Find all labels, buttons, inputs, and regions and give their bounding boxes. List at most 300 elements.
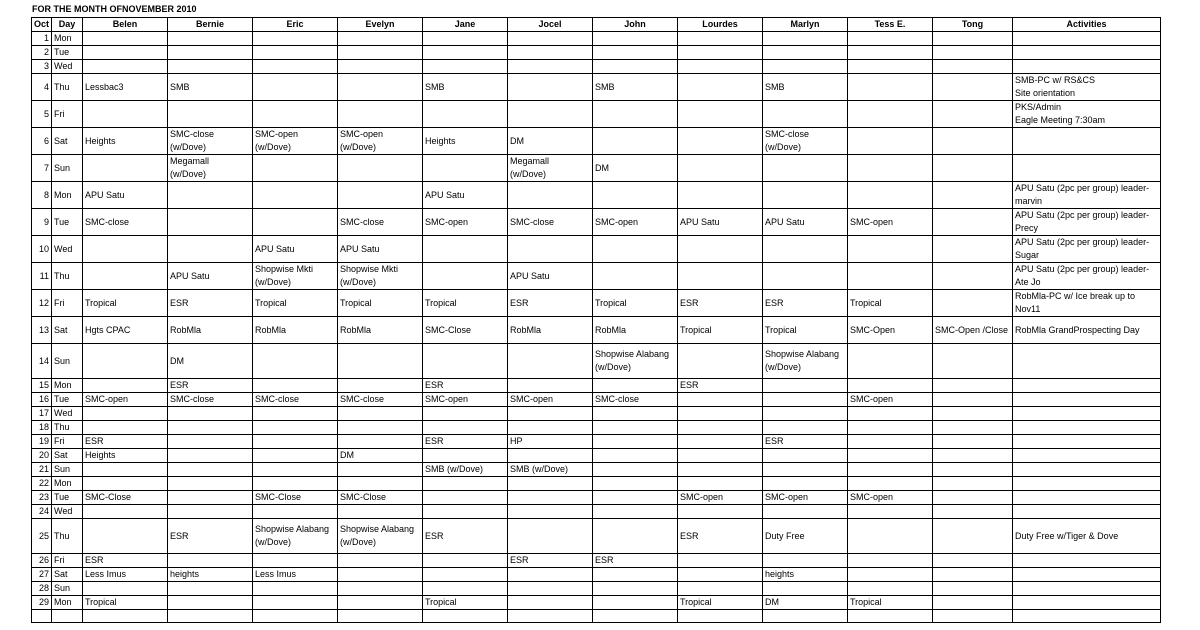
schedule-cell: APU Satu: [678, 209, 763, 236]
schedule-cell: SMC-close: [508, 209, 593, 236]
schedule-cell: [933, 568, 1013, 582]
date-cell: 9: [32, 209, 52, 236]
day-cell: Mon: [52, 477, 83, 491]
schedule-cell: [338, 182, 423, 209]
table-row: [32, 74, 1161, 101]
schedule-cell: [168, 610, 253, 623]
column-header: Evelyn: [338, 18, 423, 32]
day-cell: Tue: [52, 393, 83, 407]
schedule-cell: [168, 60, 253, 74]
date-cell: 15: [32, 379, 52, 393]
schedule-cell: [933, 421, 1013, 435]
schedule-cell: SMC-open: [848, 209, 933, 236]
date-cell: 13: [32, 317, 52, 344]
table-row: [32, 568, 1161, 582]
schedule-cell: [848, 554, 933, 568]
table-row: [32, 101, 1161, 128]
schedule-cell: SMC-Close: [423, 317, 508, 344]
activity-cell: [1013, 155, 1161, 182]
schedule-cell: APU Satu: [338, 236, 423, 263]
schedule-cell: SMB: [423, 74, 508, 101]
schedule-cell: [593, 182, 678, 209]
schedule-cell: [338, 505, 423, 519]
schedule-cell: [933, 449, 1013, 463]
schedule-cell: [763, 182, 848, 209]
schedule-cell: SMB: [168, 74, 253, 101]
schedule-cell: [593, 421, 678, 435]
schedule-cell: [338, 344, 423, 379]
schedule-cell: HP: [508, 435, 593, 449]
schedule-cell: [763, 236, 848, 263]
schedule-cell: [593, 596, 678, 610]
schedule-cell: heights: [763, 568, 848, 582]
activity-cell: [1013, 421, 1161, 435]
schedule-cell: [508, 182, 593, 209]
schedule-cell: ESR: [83, 554, 168, 568]
schedule-cell: SMC-close: [338, 209, 423, 236]
schedule-cell: APU Satu: [423, 182, 508, 209]
schedule-cell: [933, 101, 1013, 128]
schedule-cell: [508, 101, 593, 128]
schedule-cell: [848, 568, 933, 582]
schedule-cell: [678, 182, 763, 209]
date-cell: 19: [32, 435, 52, 449]
schedule-cell: [508, 407, 593, 421]
schedule-cell: ESR: [168, 290, 253, 317]
column-header: Oct: [32, 18, 52, 32]
schedule-cell: ESR: [508, 554, 593, 568]
schedule-cell: ESR: [763, 290, 848, 317]
schedule-cell: [508, 596, 593, 610]
schedule-cell: [933, 236, 1013, 263]
table-row: [32, 236, 1161, 263]
schedule-cell: [678, 236, 763, 263]
column-header: Tess E.: [848, 18, 933, 32]
schedule-cell: [763, 263, 848, 290]
schedule-cell: Tropical: [763, 317, 848, 344]
schedule-cell: [933, 74, 1013, 101]
schedule-cell: [678, 568, 763, 582]
schedule-cell: [338, 582, 423, 596]
day-cell: Wed: [52, 60, 83, 74]
schedule-cell: APU Satu: [508, 263, 593, 290]
schedule-cell: [593, 60, 678, 74]
schedule-cell: [933, 60, 1013, 74]
schedule-cell: [678, 128, 763, 155]
schedule-cell: [848, 407, 933, 421]
schedule-cell: [848, 155, 933, 182]
schedule-cell: [848, 60, 933, 74]
schedule-cell: [933, 505, 1013, 519]
schedule-cell: [253, 379, 338, 393]
schedule-cell: [678, 554, 763, 568]
schedule-cell: APU Satu: [83, 182, 168, 209]
table-row: [32, 505, 1161, 519]
schedule-cell: [253, 46, 338, 60]
schedule-cell: Tropical: [423, 596, 508, 610]
schedule-cell: [508, 519, 593, 554]
schedule-cell: [83, 582, 168, 596]
schedule-cell: [933, 519, 1013, 554]
schedule-cell: [678, 60, 763, 74]
schedule-cell: [338, 554, 423, 568]
schedule-cell: [593, 128, 678, 155]
table-row: [32, 393, 1161, 407]
schedule-cell: ESR: [678, 519, 763, 554]
schedule-cell: [508, 74, 593, 101]
schedule-cell: [763, 46, 848, 60]
schedule-cell: [423, 60, 508, 74]
header-row: [32, 18, 1161, 32]
schedule-cell: [848, 421, 933, 435]
schedule-cell: [933, 209, 1013, 236]
schedule-cell: Duty Free: [763, 519, 848, 554]
schedule-cell: SMC-close: [253, 393, 338, 407]
schedule-cell: [848, 74, 933, 101]
schedule-cell: [168, 435, 253, 449]
schedule-cell: [678, 46, 763, 60]
table-body: [32, 32, 1161, 623]
schedule-cell: SMC-open: [848, 491, 933, 505]
activity-cell: [1013, 568, 1161, 582]
schedule-cell: [848, 610, 933, 623]
schedule-cell: [933, 582, 1013, 596]
schedule-cell: [338, 155, 423, 182]
date-cell: 26: [32, 554, 52, 568]
table-row: [32, 290, 1161, 317]
schedule-cell: SMC-close: [593, 393, 678, 407]
schedule-cell: [763, 32, 848, 46]
schedule-cell: DM: [168, 344, 253, 379]
schedule-cell: [933, 32, 1013, 46]
date-cell: 5: [32, 101, 52, 128]
schedule-cell: [168, 209, 253, 236]
schedule-cell: [933, 596, 1013, 610]
column-header: Marlyn: [763, 18, 848, 32]
date-cell: 4: [32, 74, 52, 101]
schedule-cell: [168, 236, 253, 263]
schedule-cell: [763, 101, 848, 128]
schedule-cell: [593, 32, 678, 46]
schedule-cell: [253, 554, 338, 568]
table-row: [32, 610, 1161, 623]
schedule-cell: Heights: [83, 449, 168, 463]
schedule-cell: [593, 46, 678, 60]
schedule-cell: [83, 60, 168, 74]
schedule-cell: [678, 344, 763, 379]
schedule-cell: [848, 46, 933, 60]
date-cell: 18: [32, 421, 52, 435]
schedule-cell: [933, 477, 1013, 491]
schedule-cell: [168, 582, 253, 596]
schedule-cell: [593, 582, 678, 596]
schedule-cell: SMC-open: [848, 393, 933, 407]
schedule-cell: [848, 435, 933, 449]
schedule-cell: [678, 407, 763, 421]
day-cell: Thu: [52, 421, 83, 435]
schedule-cell: SMC-open: [423, 393, 508, 407]
schedule-cell: [508, 568, 593, 582]
schedule-cell: [253, 74, 338, 101]
table-row: [32, 379, 1161, 393]
day-cell: Sat: [52, 128, 83, 155]
day-cell: Sun: [52, 463, 83, 477]
schedule-cell: [83, 344, 168, 379]
table-row: [32, 60, 1161, 74]
date-cell: 25: [32, 519, 52, 554]
table-row: [32, 421, 1161, 435]
schedule-cell: SMC-Open /Close: [933, 317, 1013, 344]
schedule-cell: [338, 60, 423, 74]
schedule-cell: [168, 463, 253, 477]
schedule-cell: [423, 344, 508, 379]
schedule-cell: [83, 421, 168, 435]
schedule-cell: [253, 610, 338, 623]
schedule-cell: Lessbac3: [83, 74, 168, 101]
schedule-cell: Tropical: [678, 317, 763, 344]
schedule-cell: [508, 477, 593, 491]
schedule-cell: [933, 463, 1013, 477]
schedule-cell: [763, 407, 848, 421]
column-header: Lourdes: [678, 18, 763, 32]
schedule-cell: [83, 32, 168, 46]
date-cell: 3: [32, 60, 52, 74]
schedule-cell: [83, 477, 168, 491]
column-header: John: [593, 18, 678, 32]
schedule-cell: [168, 477, 253, 491]
schedule-cell: Shopwise Alabang (w/Dove): [593, 344, 678, 379]
activity-cell: [1013, 32, 1161, 46]
schedule-cell: [508, 505, 593, 519]
schedule-cell: ESR: [593, 554, 678, 568]
schedule-cell: [848, 182, 933, 209]
schedule-cell: [848, 344, 933, 379]
column-header: Jocel: [508, 18, 593, 32]
schedule-cell: [508, 421, 593, 435]
schedule-cell: [423, 610, 508, 623]
activity-cell: APU Satu (2pc per group) leader- Sugar: [1013, 236, 1161, 263]
schedule-cell: SMB (w/Dove): [423, 463, 508, 477]
schedule-cell: APU Satu: [763, 209, 848, 236]
schedule-cell: [593, 568, 678, 582]
day-cell: Wed: [52, 407, 83, 421]
activity-cell: [1013, 554, 1161, 568]
schedule-cell: [593, 505, 678, 519]
date-cell: 8: [32, 182, 52, 209]
date-cell: 1: [32, 32, 52, 46]
day-cell: Tue: [52, 46, 83, 60]
schedule-cell: [423, 554, 508, 568]
activity-cell: [1013, 582, 1161, 596]
schedule-cell: RobMla: [253, 317, 338, 344]
table-row: [32, 596, 1161, 610]
schedule-cell: SMC-Close: [253, 491, 338, 505]
schedule-cell: [763, 610, 848, 623]
table-row: [32, 582, 1161, 596]
schedule-cell: [423, 421, 508, 435]
date-cell: [32, 610, 52, 623]
date-cell: 10: [32, 236, 52, 263]
schedule-cell: [848, 128, 933, 155]
activity-cell: [1013, 407, 1161, 421]
schedule-cell: [933, 344, 1013, 379]
schedule-cell: [508, 32, 593, 46]
schedule-cell: SMC-close: [168, 393, 253, 407]
schedule-cell: SMC-open: [83, 393, 168, 407]
schedule-cell: Shopwise Mkti (w/Dove): [338, 263, 423, 290]
schedule-cell: Tropical: [678, 596, 763, 610]
schedule-cell: APU Satu: [168, 263, 253, 290]
schedule-cell: [678, 477, 763, 491]
schedule-cell: SMC-open: [763, 491, 848, 505]
date-cell: 7: [32, 155, 52, 182]
day-cell: Fri: [52, 435, 83, 449]
schedule-cell: [678, 155, 763, 182]
schedule-cell: ESR: [423, 435, 508, 449]
schedule-cell: RobMla: [168, 317, 253, 344]
schedule-cell: SMC-open: [423, 209, 508, 236]
schedule-cell: [168, 32, 253, 46]
schedule-cell: Tropical: [83, 290, 168, 317]
schedule-cell: [848, 101, 933, 128]
schedule-cell: [83, 519, 168, 554]
schedule-cell: [933, 610, 1013, 623]
day-cell: [52, 610, 83, 623]
schedule-cell: [763, 421, 848, 435]
table-row: [32, 449, 1161, 463]
schedule-cell: [83, 46, 168, 60]
schedule-cell: SMC-open: [678, 491, 763, 505]
schedule-cell: [253, 32, 338, 46]
column-header: Bernie: [168, 18, 253, 32]
schedule-cell: [168, 596, 253, 610]
schedule-cell: [933, 435, 1013, 449]
table-row: [32, 46, 1161, 60]
schedule-cell: [763, 60, 848, 74]
schedule-cell: [83, 379, 168, 393]
schedule-cell: [338, 101, 423, 128]
schedule-cell: [423, 582, 508, 596]
schedule-cell: Shopwise Alabang (w/Dove): [763, 344, 848, 379]
schedule-cell: [338, 379, 423, 393]
schedule-cell: [83, 155, 168, 182]
schedule-cell: SMC-close (w/Dove): [763, 128, 848, 155]
table-row: [32, 407, 1161, 421]
schedule-cell: [338, 46, 423, 60]
schedule-cell: ESR: [763, 435, 848, 449]
date-cell: 20: [32, 449, 52, 463]
activity-cell: [1013, 60, 1161, 74]
schedule-cell: Hgts CPAC: [83, 317, 168, 344]
schedule-cell: DM: [593, 155, 678, 182]
schedule-cell: SMC-close (w/Dove): [168, 128, 253, 155]
schedule-cell: [508, 449, 593, 463]
column-header: Jane: [423, 18, 508, 32]
schedule-cell: DM: [763, 596, 848, 610]
schedule-cell: Tropical: [253, 290, 338, 317]
schedule-cell: [508, 379, 593, 393]
schedule-cell: [338, 435, 423, 449]
activity-cell: [1013, 128, 1161, 155]
day-cell: Mon: [52, 32, 83, 46]
schedule-cell: ESR: [678, 379, 763, 393]
schedule-cell: [338, 610, 423, 623]
date-cell: 24: [32, 505, 52, 519]
schedule-cell: [83, 101, 168, 128]
schedule-cell: RobMla: [508, 317, 593, 344]
activity-cell: RobMla GrandProspecting Day: [1013, 317, 1161, 344]
schedule-cell: [508, 60, 593, 74]
schedule-cell: [933, 155, 1013, 182]
schedule-cell: [253, 182, 338, 209]
schedule-cell: [338, 568, 423, 582]
schedule-cell: [763, 379, 848, 393]
day-cell: Thu: [52, 74, 83, 101]
schedule-cell: [168, 491, 253, 505]
activity-cell: APU Satu (2pc per group) leader- Precy: [1013, 209, 1161, 236]
day-cell: Fri: [52, 101, 83, 128]
schedule-cell: Megamall (w/Dove): [168, 155, 253, 182]
schedule-cell: [253, 596, 338, 610]
schedule-cell: SMC-open: [508, 393, 593, 407]
schedule-cell: [83, 263, 168, 290]
activity-cell: [1013, 344, 1161, 379]
table-row: [32, 463, 1161, 477]
day-cell: Sat: [52, 317, 83, 344]
date-cell: 29: [32, 596, 52, 610]
column-header: Activities: [1013, 18, 1161, 32]
schedule-cell: Shopwise Alabang (w/Dove): [253, 519, 338, 554]
schedule-cell: [678, 463, 763, 477]
day-cell: Mon: [52, 596, 83, 610]
schedule-cell: [763, 505, 848, 519]
column-header: Eric: [253, 18, 338, 32]
date-cell: 16: [32, 393, 52, 407]
schedule-cell: [423, 32, 508, 46]
schedule-cell: SMC-Close: [83, 491, 168, 505]
day-cell: Sat: [52, 449, 83, 463]
activity-cell: [1013, 46, 1161, 60]
schedule-cell: [678, 101, 763, 128]
schedule-cell: [678, 505, 763, 519]
activity-cell: [1013, 435, 1161, 449]
schedule-cell: [848, 32, 933, 46]
day-cell: Sat: [52, 568, 83, 582]
schedule-cell: [168, 421, 253, 435]
schedule-cell: [678, 610, 763, 623]
schedule-cell: [423, 46, 508, 60]
schedule-cell: ESR: [508, 290, 593, 317]
activity-cell: APU Satu (2pc per group) leader- marvin: [1013, 182, 1161, 209]
date-cell: 11: [32, 263, 52, 290]
schedule-cell: [423, 101, 508, 128]
schedule-cell: ESR: [423, 379, 508, 393]
schedule-cell: Tropical: [848, 596, 933, 610]
table-row: [32, 128, 1161, 155]
schedule-cell: SMC-open (w/Dove): [253, 128, 338, 155]
table-row: [32, 182, 1161, 209]
schedule-cell: [253, 407, 338, 421]
schedule-cell: [593, 491, 678, 505]
schedule-cell: [933, 128, 1013, 155]
schedule-cell: Tropical: [83, 596, 168, 610]
day-cell: Sun: [52, 582, 83, 596]
schedule-cell: [508, 344, 593, 379]
schedule-cell: [933, 393, 1013, 407]
schedule-cell: DM: [508, 128, 593, 155]
activity-cell: APU Satu (2pc per group) leader- Ate Jo: [1013, 263, 1161, 290]
schedule-cell: [763, 582, 848, 596]
